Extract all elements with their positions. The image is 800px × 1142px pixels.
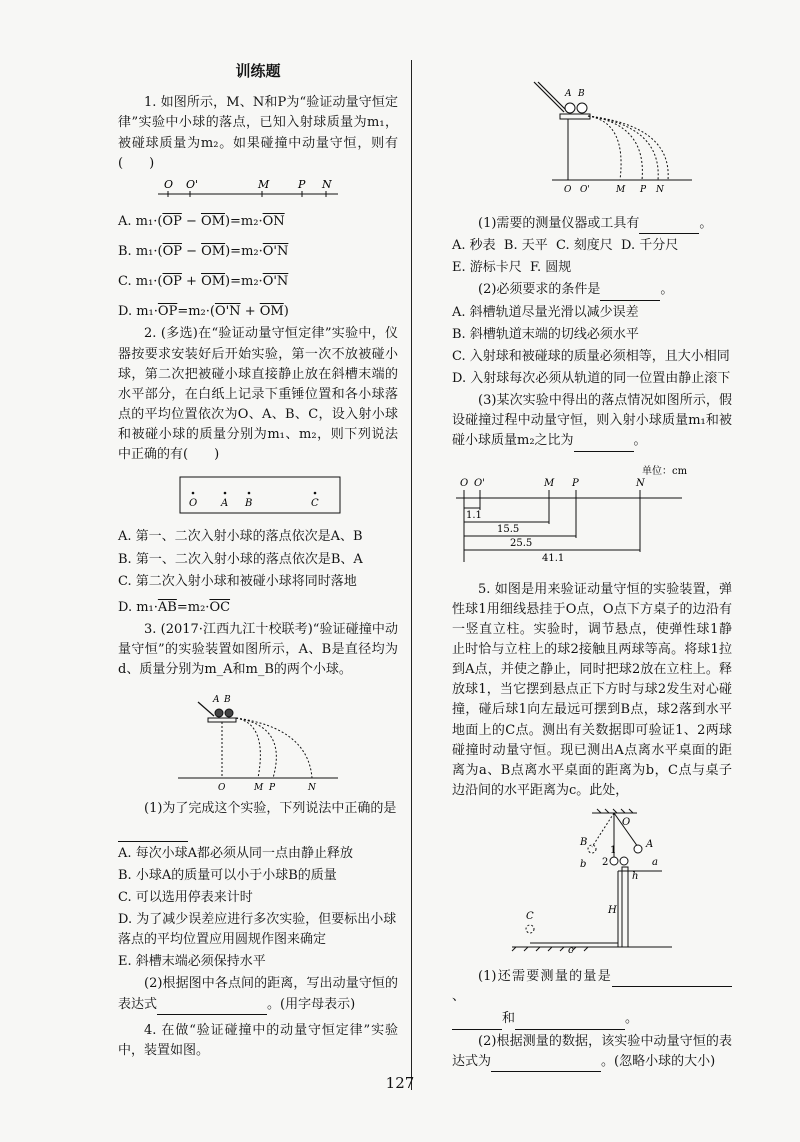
q4-opt-f[interactable]: F. 圆规 xyxy=(530,260,572,276)
q4-ruler-n: N xyxy=(636,477,645,489)
q4-sub1-options-row1 xyxy=(452,236,732,256)
q1-option-a[interactable]: A. $m_1\cdot(\overline{OP} - \overline{OM})=m_2\cdot\overline{ON}$ xyxy=(118,213,285,229)
q4-opt-a[interactable]: A. 秒表 xyxy=(452,238,496,254)
q1-label-o: O xyxy=(164,177,174,191)
q5-label-1: 1 xyxy=(610,845,617,857)
q4-label-a: A xyxy=(565,89,572,99)
q2-label-b: B xyxy=(245,498,253,510)
q5-stem: 5. 如图是用来验证动量守恒的实验装置，弹性球1用细线悬挂于O点，O点下方桌子的边沿有一竖直立柱。实验时，调节悬点，使弹性球1静止时恰与立柱上的球2接触且两球等高。将球1拉到A点，并使之静止，同时把球2放在立柱上。释放球1，当它摆到悬点正下方时与球2发生对心碰撞，碰后球1向左最远可摆到B点，球2落到水平地面上的C点。测出有关数据即可验证1、2两球碰撞时动量守恒。现已测出A点离水平桌面的距离为a、B点离水平桌面的距离为b，C点与桌子边沿间的水平距离为c。此处， xyxy=(452,581,732,798)
column-divider xyxy=(411,60,412,1090)
q4-label-o: O xyxy=(564,185,572,195)
q4-opt-b[interactable]: B. 天平 xyxy=(503,238,548,254)
q3-option-a[interactable]: A. 每次小球A都必须从同一点由静止释放 xyxy=(118,845,354,861)
q4-label-n: N xyxy=(656,185,664,195)
q3-option-d[interactable]: D. 为了减少误差应进行多次实验，但要标出小球落点的平均位置应用圆规作图来确定 xyxy=(118,912,397,948)
q5-blank-2[interactable] xyxy=(452,1029,502,1030)
q4-dist-3: 25.5 xyxy=(510,537,533,549)
q2-label-o: O xyxy=(189,498,198,510)
q1-label-n: N xyxy=(322,177,332,191)
q3-option-b[interactable]: B. 小球A的质量可以小于小球B的质量 xyxy=(118,867,337,883)
q4-sub2: (2)必须要求的条件是 。 xyxy=(452,280,732,300)
q1-label-m: M xyxy=(258,177,270,191)
page-title: 训练题 xyxy=(235,62,281,80)
q3-label-p: P xyxy=(269,783,276,794)
q3-stem: 3. (2017·江西九江十校联考)“验证碰撞中动量守恒”的实验装置如图所示，A、B是直径均为d、质量分别为m_A和m_B的两个小球。 xyxy=(118,621,398,678)
q4-apparatus-figure xyxy=(452,78,732,198)
q5-label-2: 2 xyxy=(602,857,609,869)
q4-ruler-o-prime: O' xyxy=(474,477,485,489)
q4-unit: 单位：cm xyxy=(642,465,688,477)
q3-option-c[interactable]: C. 可以选用停表来计时 xyxy=(118,889,253,905)
q4-opt-e[interactable]: E. 游标卡尺 xyxy=(452,260,522,276)
q4-opt-c[interactable]: C. 刻度尺 xyxy=(556,238,613,254)
q4-label-p: P xyxy=(640,185,647,195)
q3-apparatus-figure xyxy=(118,680,398,795)
q1-label-p: P xyxy=(298,177,306,191)
q5-label-a-small: a xyxy=(652,857,658,869)
q3-option-e[interactable]: E. 斜槽末端必须保持水平 xyxy=(118,954,266,970)
q4-label-b: B xyxy=(578,89,585,99)
q2-option-a[interactable]: A. 第一、二次入射小球的落点依次是A、B xyxy=(118,529,363,545)
q4-stem: 4. 在做“验证碰撞中的动量守恒定律”实验中，装置如图。 xyxy=(118,1022,398,1058)
q4-sub2-opt-d[interactable]: D. 入射球每次必须从轨道的同一位置由静止滚下 xyxy=(452,370,731,386)
q3-answer-blank[interactable] xyxy=(157,1014,267,1015)
q2-label-c: C xyxy=(311,498,319,510)
right-column: A B O O' M P N (1)需要的测量仪器或工具有 。 A. 秒表 B. 天平 C. 刻度尺 D. 千分尺 E. 游标卡尺 F. 圆规 (2)必须要求的条件是 。 A. 斜槽轨道尽量光滑以减少误差 B. 斜槽轨道末端的切线必须水平 C. 入射球和被碰球的质量必须相等，且大小相同 D. 入射球每次必须从轨道的同一位置由静止滚下 (3)某次实验中得出的落点情况如图所示，假设碰撞过程中动量守恒，则入射小球质量m₁和被碰小球质量m₂之比为 。 单位：cm O O' M P N 1.1 15.5 25.5 41.1 5. 如图是用来验证动量守恒的实验装置，弹性球1用细线悬挂于O点，O点下方桌子的边沿有一竖直立柱。实验时，调节悬点，使弹性球1静止时恰与立柱上的球2接触且两球等高。将球1拉到A点，并使之静止，同时把球2放在立柱上。释放球1，当它摆到悬点正下方时与球2发生对心碰撞，碰后球1向左最远可摆到B点，球2落到水平地面上的C点。测出有关数据即可验证1、2两球碰撞时动量守恒。现已测出A点离水平桌面的距离为a、B点离水平桌面的距离为b，C点与桌子边沿间的水平距离为c。此处， O A B 1 2 a b h H C c (1)还需要测量的量是、 和 。 (2)根据测量的数据，该实验中动量守恒的表达式为 。(忽略小球的大小) xyxy=(452,78,732,1072)
q5-sub2: (2)根据测量的数据，该实验中动量守恒的表达式为 。(忽略小球的大小) xyxy=(452,1032,732,1072)
q4-sub2-opt-b[interactable]: B. 斜槽轨道末端的切线必须水平 xyxy=(452,326,639,342)
q2-option-d[interactable]: D. $m_1\cdot\overline{AB}=m_2\cdot\overline{OC}$ xyxy=(118,599,231,615)
q3-label-m: M xyxy=(254,783,264,794)
q3-label-o: O xyxy=(218,783,226,794)
q5-blank-1[interactable] xyxy=(612,986,732,987)
q1-option-b[interactable]: B. $m_1\cdot(\overline{OP} - \overline{OM})=m_2\cdot O'N$ xyxy=(118,243,289,259)
q4-label-o-prime: O' xyxy=(580,185,590,195)
page-number: 127 xyxy=(385,1074,415,1092)
q4-dist-4: 41.1 xyxy=(542,552,565,564)
q3-sub2: (2)根据图中各点间的距离，写出动量守恒的表达式 。(用字母表示) xyxy=(118,974,398,1014)
q5-label-c-small: c xyxy=(568,945,574,957)
q5-label-b: B xyxy=(580,837,588,849)
q1-axis-figure xyxy=(118,174,398,204)
q2-option-b[interactable]: B. 第一、二次入射小球的落点依次是B、A xyxy=(118,551,363,567)
q5-label-b-small: b xyxy=(580,859,587,871)
q2-box-figure xyxy=(118,473,398,521)
q3-label-a: A xyxy=(213,695,220,706)
q2-stem: 2. (多选)在“验证动量守恒定律”实验中，仪器按要求安装好后开始实验，第一次不放被碰小球，第二次把被碰小球直接静止放在斜槽末端的水平部分，在白纸上记录下重锤位置和各小球落点的平均位置依次为O、A、B、C，设入射小球和被碰小球的质量分别为m₁、m₂，则下列说法中正确的有( ) xyxy=(118,326,398,463)
q4-dist-2: 15.5 xyxy=(497,523,520,535)
q1-option-d[interactable]: D. $m_1\cdot\overline{OP}=m_2\cdot(O'N + \overline{OM})$ xyxy=(118,304,289,320)
q5-sub1: (1)还需要测量的量是、 xyxy=(452,967,732,1007)
q5-label-h: h xyxy=(632,871,639,883)
q4-ruler-o: O xyxy=(460,477,469,489)
q4-sub2-opt-c[interactable]: C. 入射球和被碰球的质量必须相等，且大小相同 xyxy=(452,348,730,364)
q1-label-o-prime: O' xyxy=(186,177,199,191)
q4-ruler-m: M xyxy=(544,477,555,489)
q5-label-o: O xyxy=(622,817,631,829)
q4-ruler-figure xyxy=(452,462,732,572)
q4-sub2-opt-a[interactable]: A. 斜槽轨道尽量光滑以减少误差 xyxy=(452,304,639,320)
q4-ruler-p: P xyxy=(572,477,579,489)
left-column xyxy=(118,60,398,1061)
q3-label-b: B xyxy=(224,695,231,706)
q3-sub1: (1)为了完成这个实验，下列说法中正确的是 xyxy=(144,801,397,817)
q4-label-m: M xyxy=(616,185,626,195)
q5-label-big-h: H xyxy=(608,905,617,917)
q2-option-c[interactable]: C. 第二次入射小球和被碰小球将同时落地 xyxy=(118,573,357,589)
q4-opt-d[interactable]: D. 千分尺 xyxy=(621,238,679,254)
q4-sub1-options-row2 xyxy=(452,258,732,278)
q2-label-a: A xyxy=(221,498,229,510)
q4-dist-1: 1.1 xyxy=(466,509,482,521)
q5-apparatus-figure xyxy=(452,807,732,957)
q5-label-c: C xyxy=(526,911,534,923)
q1-stem: 1. 如图所示，M、N和P为“验证动量守恒定律”实验中小球的落点，已知入射球质量为m₁，被碰球质量为m₂。如果碰撞中动量守恒，则有( ) xyxy=(118,95,398,171)
q1-option-c[interactable]: C. $m_1\cdot(\overline{OP} + \overline{OM})=m_2\cdot O'N$ xyxy=(118,274,289,290)
q4-sub3: (3)某次实验中得出的落点情况如图所示，假设碰撞过程中动量守恒，则入射小球质量m₁和被碰小球质量m₂之比为 。 xyxy=(452,391,732,451)
q3-label-n: N xyxy=(308,783,316,794)
q4-sub1: (1)需要的测量仪器或工具有 。 xyxy=(452,214,732,234)
q5-blank-3[interactable] xyxy=(515,1029,625,1030)
q5-label-a: A xyxy=(646,839,654,851)
